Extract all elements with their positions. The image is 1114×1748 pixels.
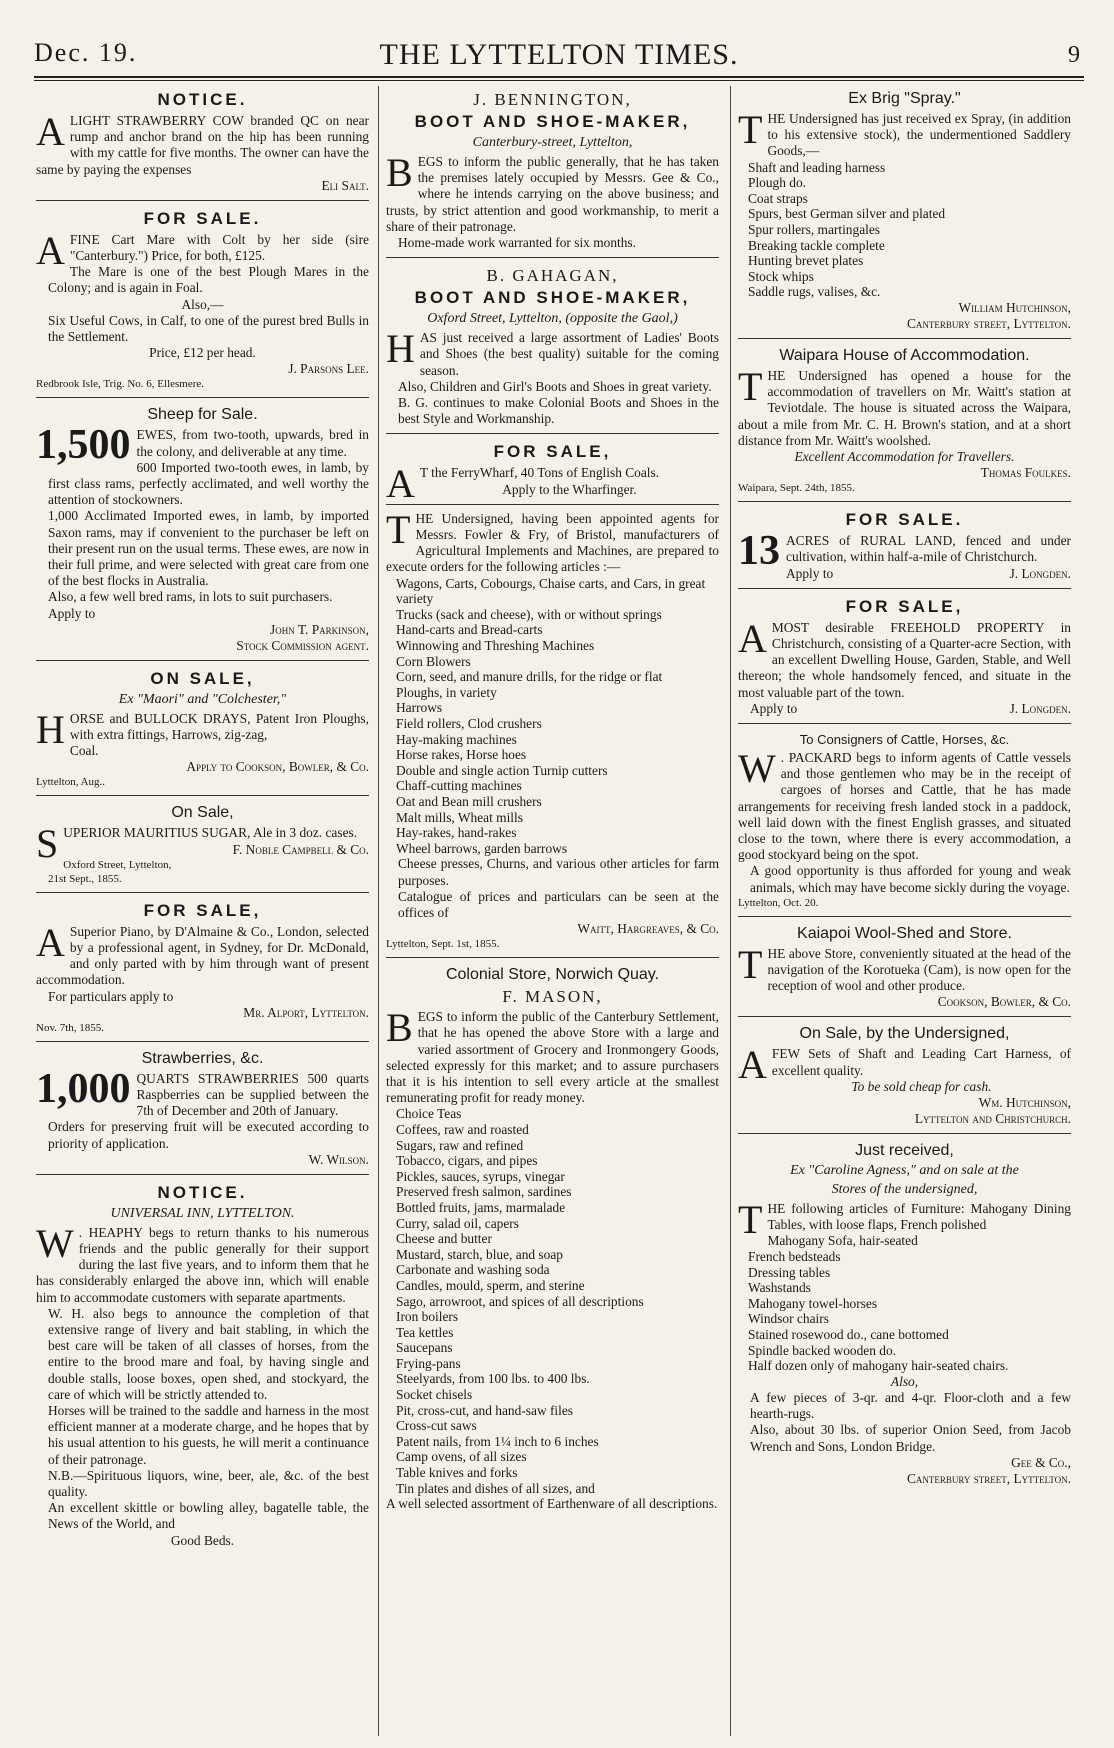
list-item: Candles, mould, sperm, and sterine bbox=[396, 1277, 585, 1293]
list-item: Plough do. bbox=[748, 175, 807, 191]
list-item: Pit, cross-cut, and hand-saw files bbox=[396, 1402, 574, 1418]
ad-signature: Wm. Hutchinson, bbox=[978, 1095, 1071, 1111]
list-item: Carbonate and washing soda bbox=[396, 1262, 550, 1278]
list-item: Windsor chairs bbox=[748, 1311, 829, 1327]
ad-date: Nov. 7th, 1855. bbox=[36, 1021, 105, 1034]
ad-body: THE following articles of Furniture: Mahogany Dining Tables, with loose flaps, French polished bbox=[738, 1197, 1071, 1243]
ad-coals-for-sale bbox=[386, 438, 719, 507]
list-item: Mahogany Sofa, hair-seated bbox=[767, 1233, 918, 1249]
ad-signature: Thomas Foulkes. bbox=[980, 465, 1071, 481]
ad-paragraph: Six Useful Cows, in Calf, to one of the purest bred Bulls in the Settlement. bbox=[48, 312, 369, 345]
ad-body: BEGS to inform the public generally, that he has taken the premises lately occupied by Messrs. Gee & Co., where he intends carrying on the above business; and trusts, by strict attention and good workmanship, to merit a share of their patronage. bbox=[386, 150, 719, 234]
drop-cap: A bbox=[738, 615, 767, 661]
ad-body: W . PACKARD begs to inform agents of Cattle vessels and those gentlemen who may be in the receipt of cargoes of horses and Cattle, that he has made arrangements for receiving fresh landed stock in a paddock, well laid down with the finest English grasses, and situated close to the town, where there is every accommodation, a good stockyard being on the spot. bbox=[738, 746, 1071, 863]
ad-body: AFINE Cart Mare with Colt by her side (sire "Canterbury.") Price, for both, £125. bbox=[36, 227, 369, 273]
ad-heading: Waipara House of Accommodation. bbox=[779, 346, 1030, 364]
drop-cap: T bbox=[738, 941, 763, 987]
list-item: Hay-rakes, hand-rakes bbox=[396, 825, 517, 841]
ad-signature: J. Longden. bbox=[1009, 700, 1071, 716]
ad-signature: John T. Parkinson, bbox=[270, 621, 369, 637]
ad-heading: Kaiapoi Wool-Shed and Store. bbox=[797, 924, 1012, 942]
ad-harness bbox=[738, 1021, 1071, 1134]
ad-heading: On Sale, bbox=[171, 804, 234, 822]
drop-cap: A bbox=[386, 461, 415, 507]
masthead-rule bbox=[34, 76, 1084, 81]
list-item: Double and single action Turnip cutters bbox=[396, 762, 608, 778]
ad-packard bbox=[738, 728, 1071, 917]
list-item: Spurs, best German silver and plated bbox=[748, 206, 946, 222]
list-item: Winnowing and Threshing Machines bbox=[396, 638, 595, 654]
list-item: Tea kettles bbox=[396, 1324, 454, 1340]
ad-signature: J. Longden. bbox=[1009, 565, 1071, 581]
ad-price: Price, £12 per head. bbox=[149, 345, 256, 361]
list-item: Iron boilers bbox=[396, 1309, 459, 1325]
ad-heading: To Consigners of Cattle, Horses, &c. bbox=[799, 732, 1010, 747]
ad-body: A T the FerryWharf, 40 Tons of English Coals. bbox=[386, 461, 660, 507]
ad-furniture bbox=[738, 1138, 1071, 1493]
drop-cap: A bbox=[36, 109, 65, 154]
ad-apply: Apply to the Wharfinger. bbox=[502, 481, 637, 497]
ad-piano-for-sale bbox=[36, 897, 369, 1042]
drop-cap: T bbox=[738, 1197, 763, 1243]
ad-paragraph: The Mare is one of the best Plough Mares in the Colony; and is again in Foal. bbox=[48, 264, 369, 296]
ad-paragraph: A well selected assortment of Earthenware of all descriptions. bbox=[386, 1496, 718, 1512]
ad-bennington bbox=[386, 86, 719, 258]
ad-body: HORSE and BULLOCK DRAYS, Patent Iron Ploughs, with extra fittings, Harrows, zig-zag, bbox=[36, 706, 369, 752]
ad-signature: J. Parsons Lee. bbox=[288, 361, 369, 377]
list-item: Stained rosewood do., cane bottomed bbox=[748, 1327, 949, 1343]
list-item: Field rollers, Clod crushers bbox=[396, 716, 542, 731]
big-number: 13 bbox=[738, 528, 780, 575]
drop-cap: W bbox=[36, 1220, 74, 1266]
ad-body: THE Undersigned, having been appointed agents for Messrs. Fowler & Fry, of Bristol, manufacturers of Agricultural Implements and Machines, are prepared to execute orders for the following articles :— bbox=[386, 506, 719, 575]
list-item: Sago, arrowroot, and spices of all descriptions bbox=[396, 1293, 644, 1309]
big-number: 1,500 bbox=[36, 422, 131, 469]
ad-body: 1,000 QUARTS STRAWBERRIES 500 quarts Raspberries can be supplied between the 7th of December and 20th of January. bbox=[36, 1065, 369, 1119]
ad-paragraph: 600 Imported two-tooth ewes, in lamb, by first class rams, perfectly acclimated, and well worthy the attention of stockowners. bbox=[48, 459, 369, 508]
ad-signature-line: Stock Commission agent. bbox=[236, 637, 369, 653]
list-item: Stock whips bbox=[748, 268, 814, 284]
masthead bbox=[34, 34, 1084, 76]
list-item: Half dozen only of mahogany hair-seated chairs. bbox=[748, 1358, 1009, 1374]
ad-body: THE Undersigned has opened a house for the accommodation of travellers on Mr. Waitt's station at Teviotdale. The house is situated across the Waipara, about a mile from Mr. C. H. Brown's station, and at a short distance from Mr. Waitt's woolshed. bbox=[738, 363, 1071, 448]
ad-brig-spray bbox=[738, 86, 1071, 339]
ad-signature: Eli Salt. bbox=[321, 177, 369, 193]
ad-heading: FOR SALE, bbox=[143, 900, 262, 920]
ad-paragraph: Cheese presses, Churns, and various other articles for farm purposes. bbox=[398, 856, 719, 888]
drop-cap: T bbox=[386, 506, 411, 552]
ad-heading: FOR SALE, bbox=[493, 442, 612, 462]
ad-paragraph: N.B.—Spirituous liquors, wine, beer, ale, &c. of the best quality. bbox=[48, 1467, 369, 1499]
list-item: Saddle rugs, valises, &c. bbox=[748, 284, 881, 300]
drop-cap: T bbox=[738, 107, 763, 152]
column-divider bbox=[730, 86, 731, 1736]
ad-heading: ON SALE, bbox=[150, 668, 255, 688]
column-2 bbox=[386, 86, 719, 1736]
ad-apply: Apply to bbox=[48, 605, 96, 621]
list-item: Preserved fresh salmon, sardines bbox=[396, 1184, 572, 1200]
ad-paragraph: Also, a few well bred rams, in lots to suit purchasers. bbox=[48, 589, 333, 605]
ad-date: Lyttelton, Oct. 20. bbox=[738, 896, 819, 909]
list-item: Dressing tables bbox=[748, 1264, 831, 1280]
ad-apply: Apply to J. Longden. bbox=[750, 700, 1071, 716]
ad-heading: Colonial Store, Norwich Quay. bbox=[445, 966, 660, 984]
furniture-list bbox=[738, 1233, 1071, 1373]
ad-body: ALIGHT STRAWBERRY COW branded QC on near rump and anchor brand on the hip has been running with my cattle for five months. The owner can have the same by paying the expenses bbox=[36, 109, 369, 177]
drop-cap: B bbox=[386, 1005, 413, 1051]
list-item: Hunting brevet plates bbox=[748, 253, 864, 269]
list-item: Oat and Bean mill crushers bbox=[396, 793, 542, 809]
saddlery-list bbox=[738, 160, 1071, 300]
ad-paragraph: An excellent skittle or bowling alley, bagatelle table, the News of the World, and bbox=[48, 1500, 369, 1532]
ad-freehold bbox=[738, 593, 1071, 724]
ad-paragraph: A good opportunity is thus afforded for young and weak animals, which may have become sickly during the voyage. bbox=[750, 863, 1071, 895]
list-item: Patent nails, from 1¼ inch to 6 inches bbox=[396, 1433, 599, 1449]
ad-heading: FOR SALE. bbox=[143, 208, 262, 228]
list-item: Spindle backed wooden do. bbox=[748, 1342, 897, 1358]
ad-gahagan bbox=[386, 262, 719, 434]
list-item: Table knives and forks bbox=[396, 1465, 518, 1481]
list-item: Pickles, sauces, syrups, vinegar bbox=[396, 1168, 565, 1184]
ad-signature-line: Lyttelton and Christchurch. bbox=[914, 1111, 1071, 1127]
list-item: Hand-carts and Bread-carts bbox=[396, 622, 543, 638]
list-item: Trucks (sack and cheese), with or without springs bbox=[396, 606, 662, 622]
list-item: Spur rollers, martingales bbox=[748, 221, 881, 237]
ad-date: 21st Sept., 1855. bbox=[48, 872, 122, 885]
column-1 bbox=[36, 86, 369, 1736]
ad-colonial-store bbox=[386, 962, 719, 1518]
ad-universal-inn bbox=[36, 1179, 369, 1555]
goods-list bbox=[386, 1106, 719, 1496]
ad-paragraph: 1,000 Acclimated Imported ewes, in lamb, by imported Saxon rams, may if convenient to the purchaser be left on their present run on the usual terms. These ewes, are now in their full prime, and were selected with great care from one of the best flocks in Australia. bbox=[48, 508, 369, 589]
drop-cap: H bbox=[386, 326, 415, 372]
ad-subheading: Canterbury-street, Lyttelton, bbox=[472, 135, 633, 150]
ad-date: Waipara, Sept. 24th, 1855. bbox=[738, 482, 855, 495]
ad-also: Also, bbox=[890, 1373, 919, 1389]
ad-body: SUPERIOR MAURITIUS SUGAR, Ale in 3 doz. cases. bbox=[36, 821, 358, 867]
list-item: Socket chisels bbox=[396, 1387, 473, 1403]
ad-paragraph: Also, Children and Girl's Boots and Shoes in great variety. bbox=[398, 378, 712, 394]
list-item: Tin plates and dishes of all sizes, and bbox=[396, 1480, 595, 1496]
ad-heading: NOTICE. bbox=[157, 90, 248, 109]
ad-signature: Apply to Cookson, Bowler, & Co. bbox=[186, 759, 369, 775]
list-item: Wheel barrows, garden barrows bbox=[396, 840, 568, 856]
ad-signature: Gee & Co., bbox=[1011, 1454, 1071, 1470]
ad-signature-line: Canterbury street, Lyttelton. bbox=[906, 1470, 1071, 1486]
ad-title: F. MASON, bbox=[502, 987, 603, 1007]
drop-cap: H bbox=[36, 706, 65, 752]
ad-heading: Ex Brig "Spray." bbox=[848, 90, 961, 107]
ad-sheep-for-sale bbox=[36, 402, 369, 660]
list-item: Breaking tackle complete bbox=[748, 237, 885, 253]
ad-title: B. GAHAGAN, bbox=[486, 266, 619, 286]
ad-kaiapoi bbox=[738, 921, 1071, 1018]
ad-body: THE above Store, conveniently situated at the head of the navigation of the Korotueka (Cam), is now open for the reception of wool and other produce. bbox=[738, 941, 1071, 994]
ad-body: W . HEAPHY begs to return thanks to his numerous friends and the public generally for their support during the last five years, and to inform them that he has considerably enlarged the above inn, which will enable him to accommodate customers with separate apartments. bbox=[36, 1220, 369, 1305]
ad-waipara-house bbox=[738, 343, 1071, 502]
ad-fowler-fry bbox=[386, 506, 719, 958]
ad-mare-for-sale bbox=[36, 205, 369, 399]
ad-heading: BOOT AND SHOE-MAKER, bbox=[414, 288, 691, 308]
ad-signature: William Hutchinson, bbox=[958, 299, 1071, 315]
ad-address: Oxford Street, Lyttelton, bbox=[63, 858, 172, 871]
ad-cow-notice bbox=[36, 86, 369, 201]
paper-title: THE LYTTELTON TIMES. bbox=[379, 38, 739, 71]
ad-signature: Waitt, Hargreaves, & Co. bbox=[577, 921, 719, 937]
list-item: Sugars, raw and refined bbox=[396, 1137, 524, 1153]
ad-signature: Mr. Alport, Lyttelton. bbox=[243, 1004, 369, 1020]
ad-paragraph: Horses will be trained to the saddle and harness in the most efficient manner at a moderate charge, and he hopes that by his usual attention to his guests, he will merit a continuance of their patronage. bbox=[48, 1402, 369, 1467]
ad-heading: Strawberries, &c. bbox=[141, 1049, 264, 1067]
ad-address: Redbrook Isle, Trig. No. 6, Ellesmere. bbox=[36, 378, 205, 391]
ad-subheading: Ex "Caroline Agness," and on sale at the bbox=[790, 1163, 1019, 1179]
ad-subheading: Ex "Maori" and "Colchester," bbox=[118, 691, 287, 707]
list-item: Horse rakes, Horse hoes bbox=[396, 747, 527, 763]
ad-heading: NOTICE. bbox=[157, 1182, 248, 1202]
drop-cap: A bbox=[36, 919, 65, 965]
ad-address: Lyttelton, Aug.. bbox=[36, 776, 106, 789]
ad-heading: BOOT AND SHOE-MAKER, bbox=[414, 112, 691, 131]
column-divider bbox=[378, 86, 379, 1736]
ad-paragraph: A few pieces of 3-qr. and 4-qr. Floor-cloth and a few hearth-rugs. bbox=[750, 1390, 1071, 1422]
ad-heading: FOR SALE. bbox=[845, 510, 964, 530]
ad-rural-land bbox=[738, 506, 1071, 589]
list-item: Chaff-cutting machines bbox=[396, 778, 522, 794]
ad-heading: Just received, bbox=[855, 1142, 954, 1160]
ad-body: 1,500 EWES, from two-tooth, upwards, bred in the colony, and deliverable at any time. bbox=[36, 422, 369, 469]
ad-sugar-on-sale bbox=[36, 800, 369, 892]
ad-title: J. BENNINGTON, bbox=[473, 90, 632, 109]
ad-body: AMOST desirable FREEHOLD PROPERTY in Christchurch, consisting of a Quarter-acre Section, with an excellent Dwelling House, Garden, Stable, and Well thereon; the whole handsomely fenced, and situate in the most valuable part of the town. bbox=[738, 615, 1071, 700]
ad-paragraph: Coal. bbox=[69, 743, 99, 759]
list-item: Cross-cut saws bbox=[396, 1418, 477, 1434]
ad-paragraph: Good Beds. bbox=[170, 1532, 235, 1548]
ad-heading: On Sale, by the Undersigned, bbox=[799, 1025, 1010, 1043]
list-item: Bottled fruits, jams, marmalade bbox=[396, 1199, 566, 1215]
list-item: Saucepans bbox=[396, 1340, 453, 1356]
ad-paragraph: B. G. continues to make Colonial Boots and Shoes in the best Style and Workmanship. bbox=[398, 395, 719, 427]
drop-cap: A bbox=[738, 1042, 767, 1088]
list-item: Cheese and butter bbox=[396, 1231, 492, 1247]
list-item: Mustard, starch, blue, and soap bbox=[396, 1246, 563, 1262]
ad-subheading: Oxford Street, Lyttelton, (opposite the Gaol,) bbox=[427, 311, 678, 327]
ad-drays-on-sale bbox=[36, 665, 369, 797]
ad-signature-line: Canterbury street, Lyttelton. bbox=[906, 315, 1071, 331]
ad-heading: FOR SALE, bbox=[845, 596, 964, 616]
list-item: Washstands bbox=[748, 1280, 811, 1296]
ad-body: 13 ACRES of RURAL LAND, fenced and under cultivation, within half-a-mile of Christchurch. bbox=[738, 528, 1071, 575]
ad-body: HAS just received a large assortment of Ladies' Boots and Shoes (the best quality) suitable for the coming season. bbox=[386, 326, 719, 378]
drop-cap: B bbox=[386, 150, 413, 195]
ad-address: Lyttelton, Sept. 1st, 1855. bbox=[386, 938, 500, 951]
ad-subheading: Stores of the undersigned, bbox=[831, 1182, 978, 1198]
drop-cap: T bbox=[738, 363, 763, 409]
ad-apply: Apply to J. Longden. bbox=[786, 565, 1071, 581]
ad-signature: Cookson, Bowler, & Co. bbox=[937, 994, 1071, 1010]
ad-paragraph: W. H. also begs to announce the completion of that extensive range of livery and bait stabling, in which the best care will be taken of all classes of horses, from the entire to the brood mare and foal, by having single and double stalls, loose boxes, open shed, and stockyard, the care of which will be strictly attended to. bbox=[48, 1305, 369, 1402]
ad-body: AFEW Sets of Shaft and Leading Cart Harness, of excellent quality. bbox=[738, 1042, 1071, 1088]
list-item: Shaft and leading harness bbox=[748, 159, 886, 175]
ad-paragraph: Home-made work warranted for six months. bbox=[398, 235, 636, 251]
list-item: Tobacco, cigars, and pipes bbox=[396, 1153, 538, 1169]
ad-strawberries bbox=[36, 1046, 369, 1175]
issue-date: Dec. 19. bbox=[34, 38, 138, 67]
list-item: Mahogany towel-horses bbox=[748, 1295, 878, 1311]
ad-paragraph: Also, about 30 lbs. of superior Onion Seed, from Jacob Wrench and Sons, London Bridge. bbox=[750, 1422, 1071, 1454]
list-item: Wagons, Carts, Cobourgs, Chaise carts, and Cars, in great variety bbox=[396, 575, 706, 607]
list-item: Coffees, raw and roasted bbox=[396, 1121, 529, 1137]
ad-subheading: UNIVERSAL INN, LYTTELTON. bbox=[110, 1205, 295, 1221]
drop-cap: S bbox=[36, 821, 59, 867]
drop-cap: A bbox=[36, 227, 65, 273]
page-number: 9 bbox=[1068, 42, 1080, 68]
list-item: Harrows bbox=[396, 700, 443, 716]
list-item: Choice Teas bbox=[396, 1106, 462, 1122]
drop-cap: W bbox=[738, 746, 776, 791]
ad-paragraph: For particulars apply to bbox=[48, 988, 174, 1004]
ad-paragraph: Orders for preserving fruit will be executed according to priority of application. bbox=[48, 1119, 369, 1151]
column-3 bbox=[738, 86, 1071, 1736]
ad-body: BEGS to inform the public of the Canterbury Settlement, that he has opened the above Store with a large and varied assortment of Grocery and Ironmongery Goods, selected expressly for this market; and to assure purchasers that it is his intention to sell every article at the smallest remunerating profit for ready money. bbox=[386, 1005, 719, 1106]
list-item: Curry, salad oil, capers bbox=[396, 1215, 519, 1231]
list-item: Coat straps bbox=[748, 190, 808, 206]
ad-signature: F. Noble Campbell & Co. bbox=[232, 841, 369, 857]
ad-heading: Sheep for Sale. bbox=[147, 406, 258, 424]
big-number: 1,000 bbox=[36, 1065, 131, 1112]
ad-body: A Superior Piano, by D'Almaine & Co., London, selected by a professional agent, in Sydney, for Dr. McDonald, and only parted with by him through want of present accommodation. bbox=[36, 919, 369, 988]
list-item: Frying-pans bbox=[396, 1355, 461, 1371]
list-item: Hay-making machines bbox=[396, 731, 517, 747]
list-item: Ploughs, in variety bbox=[396, 684, 497, 700]
ad-paragraph: To be sold cheap for cash. bbox=[851, 1078, 992, 1094]
list-item: Corn Blowers bbox=[396, 653, 471, 669]
ad-signature: W. Wilson. bbox=[308, 1151, 369, 1167]
article-list bbox=[386, 576, 719, 857]
ad-also: Also,— bbox=[181, 296, 224, 312]
ad-paragraph: Catalogue of prices and particulars can be seen at the offices of bbox=[398, 888, 719, 920]
list-item: Corn, seed, and manure drills, for the ridge or flat bbox=[396, 669, 663, 685]
ad-body: THE Undersigned has just received ex Spray, (in addition to his extensive stock), the undermentioned Saddlery Goods,— bbox=[738, 107, 1071, 159]
list-item: Malt mills, Wheat mills bbox=[396, 809, 523, 825]
list-item: French bedsteads bbox=[748, 1249, 841, 1265]
list-item: Camp ovens, of all sizes bbox=[396, 1449, 527, 1465]
list-item: Steelyards, from 100 lbs. to 400 lbs. bbox=[396, 1371, 590, 1387]
ad-paragraph: Excellent Accommodation for Travellers. bbox=[794, 448, 1015, 464]
